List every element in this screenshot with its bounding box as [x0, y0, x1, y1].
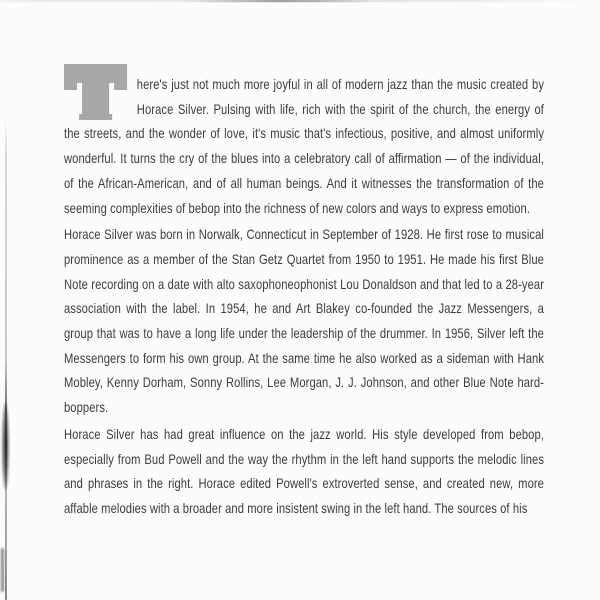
liner-notes-text — [64, 0, 544, 521]
paragraph-biography: Horace Silver was born in Norwalk, Connecticut in September of 1928. He first rose to musical prominence as a member of the Stan Getz Quartet from 1950 to 1951. He made his first Blue Note recording on a date with alto saxophoneophonist Lou Donaldson and that led to a 28-year association with the label. In 1954, he and Art Blakey co-founded the Jazz Messengers, a group that was to have a long life under the leadership of the drummer. In 1956, Silver left the Messengers to form his own group. At the same time he also worked as a sideman with Hank Mobley, Kenny Dorham, Sonny Rollins, Lee Morgan, J. J. Johnson, and other Blue Note hard-boppers. — [64, 226, 544, 416]
paragraph-influence: Horace Silver has had great influence on the jazz world. His style developed from bebop, especially from Bud Powell and the way the rhythm in the left hand supports the melodic lines and phrases in the right. Horace edited Powell's extroverted sense, and created new, more affable melodies with a broader and more insistent swing in the left hand. The sources of his — [64, 425, 544, 516]
spine-shadow-mark — [1, 548, 4, 592]
liner-notes-column — [64, 0, 544, 523]
paragraph-intro-text: here's just not much more joyful in all of modern jazz than the music created by Horace Silver. Pulsing with life, rich with the spirit of the church, the energy of the streets, and the wonder of love, it's music that's infectious, positive, and almost uniformly wonderful. It turns the cry of the blues into a celebratory call of affirmation — of the individual, of the African-American, and of all human beings. And it witnesses the transformation of the seeming complexities of bebop into the richness of new colors and ways to express emotion. — [64, 76, 545, 216]
paragraph-intro — [64, 72, 544, 220]
booklet-spine-shadow — [5, 118, 7, 600]
spine-shadow-blob — [2, 402, 9, 490]
dropcap-letter-t-icon — [64, 72, 127, 118]
